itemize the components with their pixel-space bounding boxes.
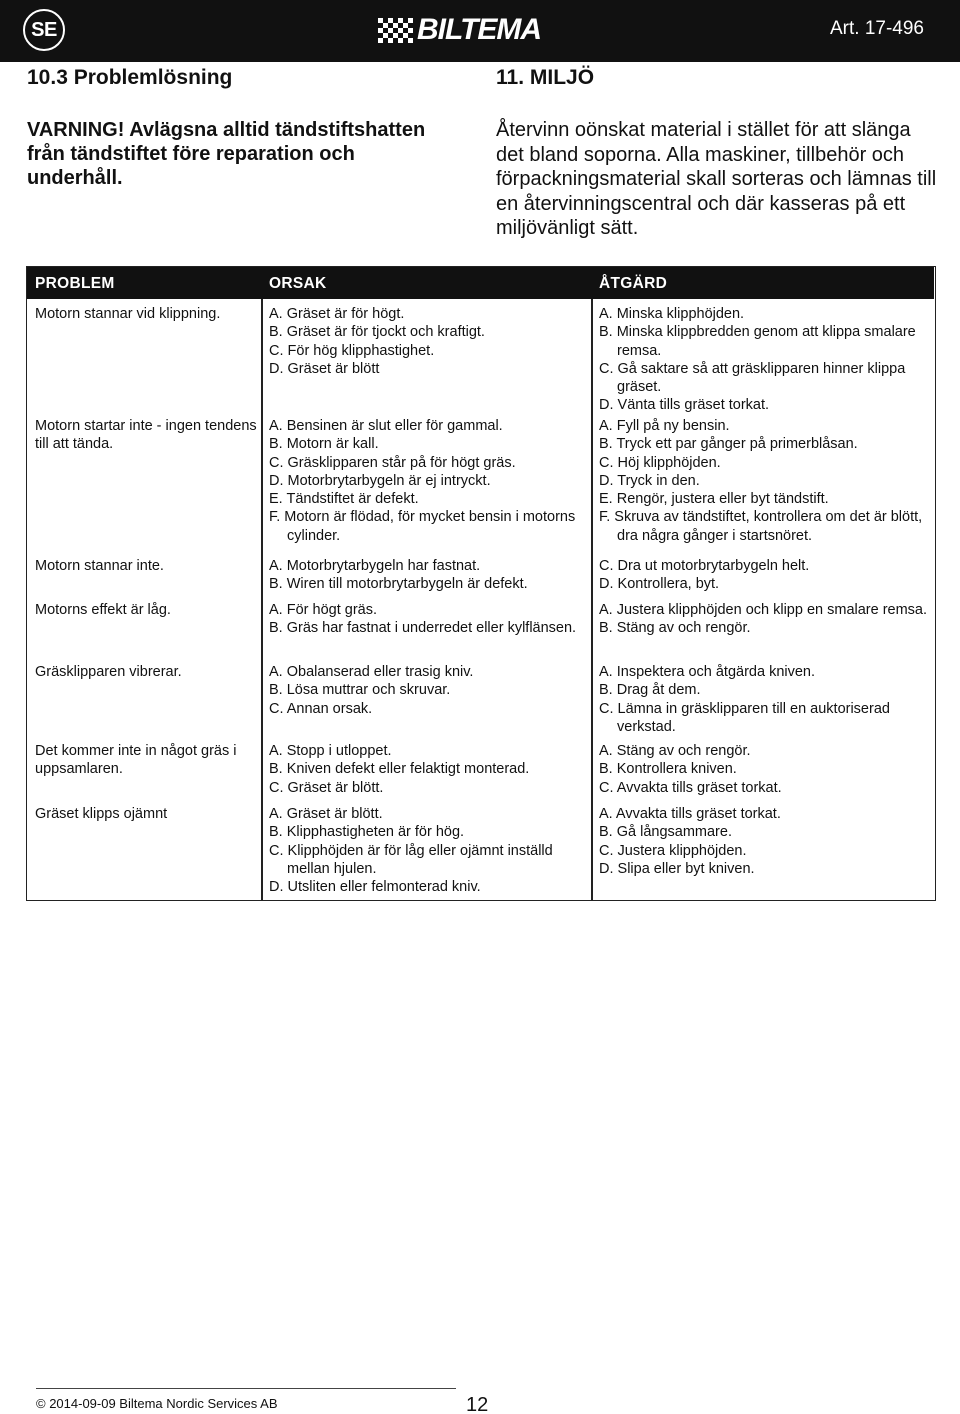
- cause-item: A. Motorbrytarbygeln har fastnat.: [269, 558, 481, 574]
- cause-item: A. Gräset är för högt.: [269, 306, 405, 322]
- cause-item: B. Lösa muttrar och skruvar.: [269, 682, 451, 699]
- fix-item: B. Gå långsammare.: [599, 824, 732, 841]
- fix-cell: [599, 417, 929, 545]
- cause-item: C. För hög klipphastighet.: [269, 342, 435, 359]
- fix-item: C. Höj klipphöjden.: [599, 454, 721, 471]
- cause-item: E. Tändstiftet är defekt.: [269, 491, 419, 508]
- fix-item: B. Drag åt dem.: [599, 682, 701, 699]
- fix-item: D. Vänta tills gräset torkat.: [599, 397, 770, 414]
- fix-item: B. Minska klippbredden genom att klippa smalare remsa.: [599, 324, 916, 359]
- brand-name: BILTEMA: [417, 13, 542, 46]
- cause-item: A. Obalanserad eller trasig kniv.: [269, 664, 474, 680]
- fix-cell: [599, 742, 929, 797]
- cause-item: B. Wiren till motorbrytarbygeln är defekt.: [269, 576, 528, 593]
- copyright: © 2014-09-09 Biltema Nordic Services AB: [36, 1396, 278, 1411]
- problem-cell: Gräsklipparen vibrerar.: [35, 664, 182, 680]
- fix-item: B. Kontrollera kniven.: [599, 761, 737, 778]
- fix-item: A. Justera klipphöjden och klipp en smalare remsa.: [599, 602, 928, 618]
- cause-item: A. För högt gräs.: [269, 602, 377, 618]
- cause-item: A. Gräset är blött.: [269, 806, 383, 822]
- cause-item: B. Motorn är kall.: [269, 436, 379, 453]
- cause-item: B. Gräset är för tjockt och kraftigt.: [269, 324, 485, 341]
- fix-item: C. Lämna in gräsklipparen till en auktoriserad verkstad.: [599, 700, 890, 735]
- cause-cell: [269, 663, 589, 718]
- fix-item: A. Fyll på ny bensin.: [599, 418, 730, 434]
- header-problem: PROBLEM: [35, 275, 115, 292]
- fix-item: C. Avvakta tills gräset torkat.: [599, 779, 782, 796]
- cause-cell: [269, 601, 589, 638]
- problem-cell: Motorn startar inte - ingen tendens till att tända.: [35, 418, 257, 453]
- cause-item: B. Kniven defekt eller felaktigt monterad.: [269, 761, 530, 778]
- cause-item: D. Utsliten eller felmonterad kniv.: [269, 879, 481, 896]
- cause-item: B. Klipphastigheten är för hög.: [269, 824, 465, 841]
- fix-item: C. Dra ut motorbrytarbygeln helt.: [599, 558, 810, 574]
- cause-item: C. Gräset är blött.: [269, 779, 384, 796]
- cause-item: C. Gräsklipparen står på för högt gräs.: [269, 454, 516, 471]
- fix-cell: [599, 305, 929, 415]
- fix-cell: [599, 601, 929, 638]
- cause-item: C. Klipphöjden är för låg eller ojämnt inställd mellan hjulen.: [269, 842, 553, 877]
- fix-item: C. Gå saktare så att gräsklipparen hinner klippa gräset.: [599, 360, 906, 396]
- problem-cell: Motorn stannar inte.: [35, 558, 164, 574]
- fix-item: D. Slipa eller byt kniven.: [599, 860, 755, 877]
- troubleshooting-title: 10.3 Problemlösning: [27, 66, 233, 89]
- fix-item: D. Tryck in den.: [599, 472, 700, 489]
- cause-item: D. Motorbrytarbygeln är ej intryckt.: [269, 472, 491, 489]
- cause-cell: [269, 557, 589, 594]
- header-fix: ÅTGÄRD: [599, 275, 668, 292]
- cause-item: D. Gräset är blött: [269, 360, 380, 377]
- problem-cell: Gräset klipps ojämnt: [35, 806, 168, 822]
- problem-cell: Det kommer inte in något gräs i uppsamlaren.: [35, 743, 237, 778]
- environment-title: 11. MILJÖ: [496, 66, 595, 89]
- fix-item: D. Kontrollera, byt.: [599, 576, 720, 593]
- problem-cell: Motorn stannar vid klippning.: [35, 306, 221, 322]
- cause-cell: [269, 305, 589, 378]
- fix-item: C. Justera klipphöjden.: [599, 842, 747, 859]
- fix-cell: [599, 805, 929, 878]
- cause-item: A. Stopp i utloppet.: [269, 743, 392, 759]
- article-number: Art. 17-496: [830, 18, 924, 39]
- fix-item: A. Minska klipphöjden.: [599, 306, 745, 322]
- warning-text: VARNING! Avlägsna alltid tändstiftshatten från tändstiftet före reparation och underhåll.: [27, 119, 426, 189]
- cause-cell: [269, 417, 589, 545]
- language-badge: SE: [23, 9, 65, 51]
- column-divider: [591, 299, 593, 900]
- page-number: 12: [466, 1394, 489, 1414]
- cause-item: C. Annan orsak.: [269, 700, 373, 717]
- cause-item: F. Motorn är flödad, för mycket bensin i motorns cylinder.: [269, 509, 576, 544]
- fix-item: A. Avvakta tills gräset torkat.: [599, 806, 781, 822]
- fix-item: A. Inspektera och åtgärda kniven.: [599, 664, 816, 680]
- fix-cell: [599, 557, 929, 594]
- fix-item: B. Tryck ett par gånger på primerblåsan.: [599, 436, 858, 453]
- column-divider: [261, 299, 263, 900]
- environment-text: Återvinn oönskat material i stället för att slänga det bland soporna. Alla maskiner, tillbehör och förpackningsmaterial skall sorteras och lämnas till en återvinningscentral och där kasseras på ett miljövänligt sätt.: [496, 119, 937, 239]
- fix-cell: [599, 663, 929, 736]
- fix-item: B. Stäng av och rengör.: [599, 620, 751, 637]
- fix-item: F. Skruva av tändstiftet, kontrollera om det är blött, dra några gånger i startsnöret.: [599, 509, 923, 544]
- cause-item: A. Bensinen är slut eller för gammal.: [269, 418, 503, 434]
- header-cause: ORSAK: [269, 275, 327, 292]
- footer-rule: [36, 1388, 456, 1389]
- fix-item: A. Stäng av och rengör.: [599, 743, 751, 759]
- cause-cell: [269, 805, 589, 896]
- header-bar: [0, 0, 960, 62]
- fix-item: E. Rengör, justera eller byt tändstift.: [599, 491, 829, 508]
- brand-logo: [378, 15, 541, 45]
- cause-item: B. Gräs har fastnat i underredet eller kylflänsen.: [269, 620, 577, 637]
- problem-cell: Motorns effekt är låg.: [35, 602, 171, 618]
- checkered-flag-icon: [378, 18, 413, 43]
- cause-cell: [269, 742, 589, 797]
- table-header: [27, 267, 934, 299]
- troubleshooting-table: [26, 266, 936, 901]
